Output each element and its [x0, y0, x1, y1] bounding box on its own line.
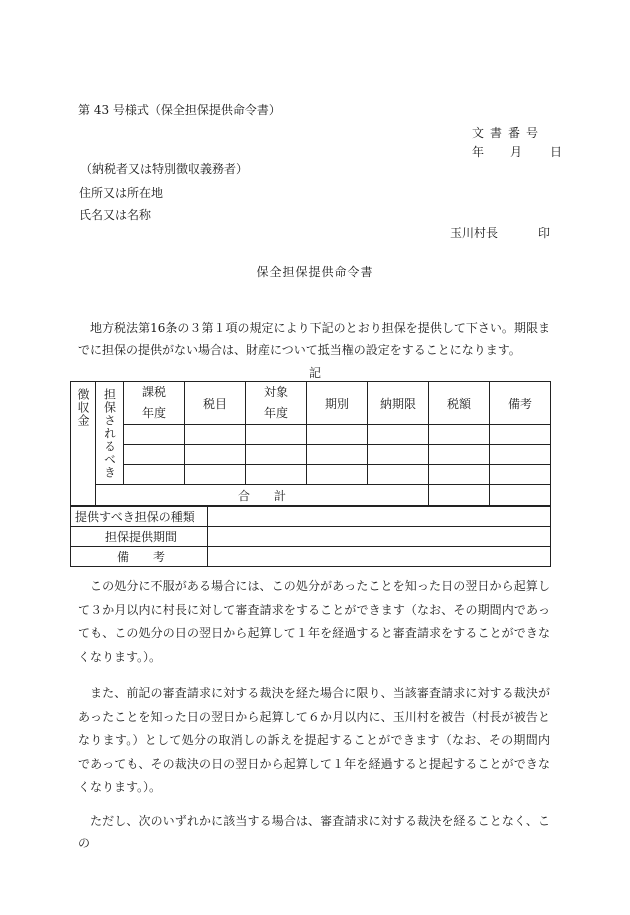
mayor-signature	[450, 224, 550, 241]
collateral-type-label: 提供すべき担保の種類	[71, 507, 208, 527]
lawsuit-paragraph: また、前記の審査請求に対する裁決を経た場合に限り、当該審査請求に対する裁決があったことを知った日の翌日から起算して６か月以内に、玉川村を被告（村長が被告となります。）として処分の取消しの訴えを提起することができます（なお、その期間内であっても、その裁決の日の翌日から起算して１年を経過すると提起することができなくなります。）。	[78, 686, 550, 794]
date-day-label: 日	[550, 145, 563, 159]
collateral-note-value	[208, 547, 551, 567]
collection-label-cell	[71, 382, 96, 506]
exception-paragraph: ただし、次のいずれかに該当する場合は、審査請求に対する裁決を経ることなく、この	[78, 814, 550, 850]
header-tax-year: 課税 年度	[124, 382, 185, 425]
secured-label: 担保されるべき	[102, 388, 117, 479]
ki-heading: 記	[308, 366, 321, 380]
form-number: 第 43 号様式（保全担保提供命令書）	[78, 103, 281, 117]
appeal-paragraph: この処分に不服がある場合には、この処分があったことを知った日の翌日から起算して３か月以内に村長に対して審査請求をすることができます（なお、その期間内であっても、この処分の日の翌日から起算して１年を経過すると審査請求をすることができなくなります。）。	[78, 579, 550, 664]
collateral-type-value	[208, 507, 551, 527]
date-month-label: 月	[510, 145, 523, 159]
table-row	[71, 425, 551, 445]
header-remarks: 備考	[490, 382, 551, 425]
secured-label-cell	[96, 382, 124, 485]
document-title: 保全担保提供命令書	[256, 265, 374, 279]
collateral-period-value	[208, 527, 551, 547]
collateral-period-label: 担保提供期間	[71, 527, 208, 547]
seal-mark: 印	[538, 226, 551, 240]
collection-table	[70, 381, 551, 506]
date-line	[472, 143, 562, 160]
header-due-date: 納期限	[368, 382, 429, 425]
document-number-label: 文書番号	[472, 126, 545, 140]
table-row	[71, 445, 551, 465]
address-label: 住所又は所在地	[79, 186, 164, 200]
mayor-title: 玉川村長	[450, 226, 499, 240]
total-remarks	[490, 485, 551, 506]
collateral-table	[70, 506, 551, 567]
header-target-year: 対象 年度	[246, 382, 307, 425]
header-period: 期別	[307, 382, 368, 425]
table-row	[71, 465, 551, 485]
header-tax-item: 税目	[185, 382, 246, 425]
instruction-paragraph: 地方税法第16条の３第１項の規定により下記のとおり担保を提供して下さい。期限までに担保の提供がない場合は、財産について抵当権の設定をすることになります。	[78, 321, 550, 357]
collection-label: 徴収金	[76, 388, 90, 427]
name-label: 氏名又は名称	[79, 208, 152, 222]
total-row	[71, 485, 551, 506]
date-year-label: 年	[472, 145, 485, 159]
header-tax-amount: 税額	[429, 382, 490, 425]
total-amount	[429, 485, 490, 506]
taxpayer-label: （納税者又は特別徴収義務者）	[80, 162, 249, 176]
collateral-note-label: 備 考	[71, 547, 208, 567]
total-label: 合 計	[96, 485, 429, 506]
